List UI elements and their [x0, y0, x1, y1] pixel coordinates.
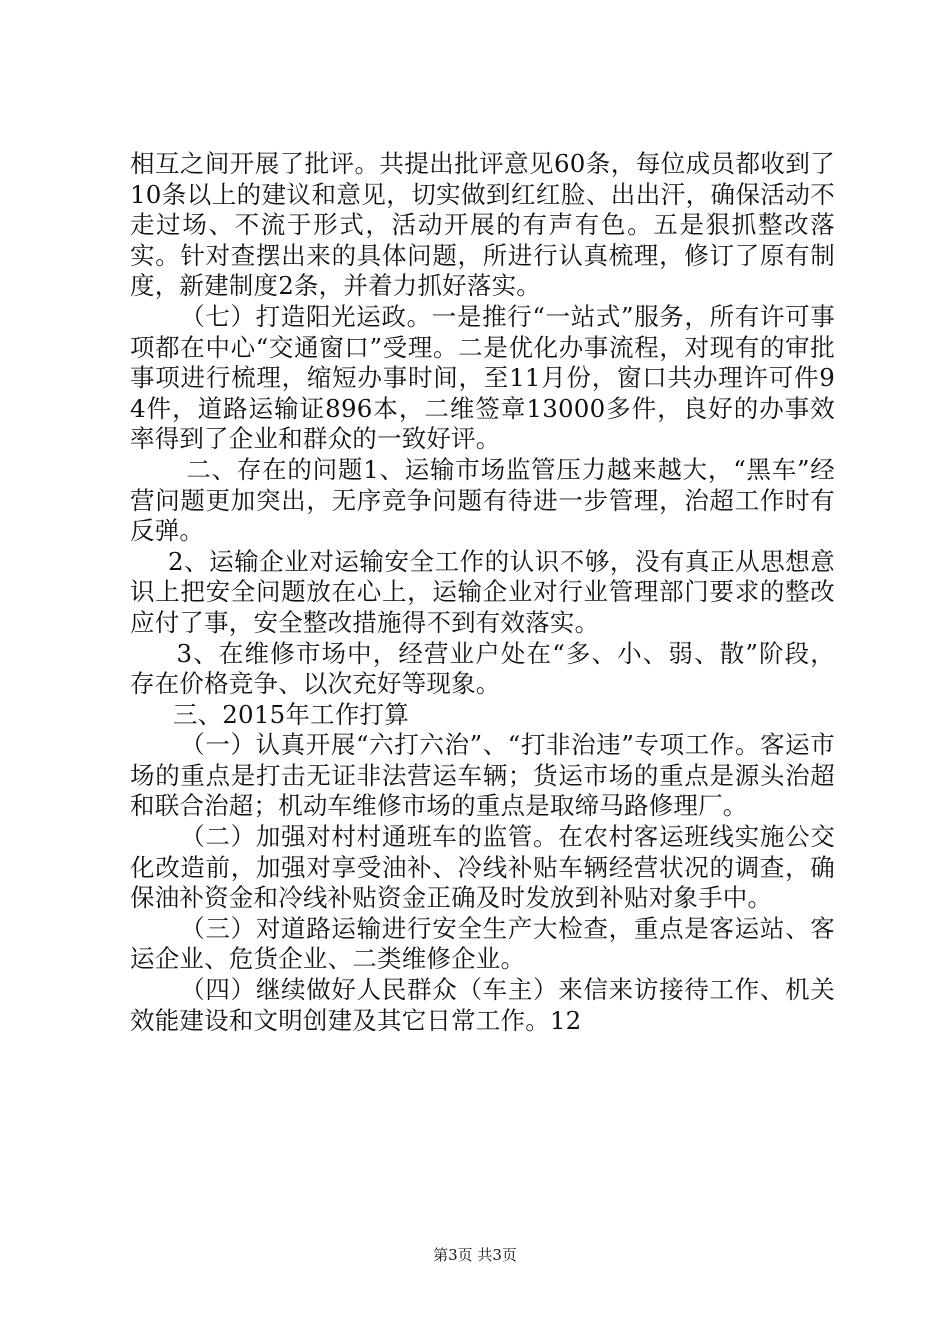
- paragraph: 2、运输企业对运输安全工作的认识不够，没有真正从思想意识上把安全问题放在心上，运输企业对行业管理部门要求的整改应付了事，安全整改措施得不到有效落实。: [130, 546, 835, 637]
- paragraph: （三）对道路运输进行安全生产大检查，重点是客运站、客运企业、危货企业、二类维修企业。: [130, 913, 835, 974]
- paragraph: （七）打造阳光运政。一是推行“一站式”服务，所有许可事项都在中心“交通窗口”受理。二是优化办事流程，对现有的审批事项进行梳理，缩短办事时间，至11月份，窗口共办理许可件94件，道路运输证896本，二维签章13000多件，良好的办事效率得到了企业和群众的一致好评。: [130, 301, 835, 454]
- paragraph: 二、存在的问题1、运输市场监管压力越来越大，“黑车”经营问题更加突出，无序竞争问题有待进一步管理，治超工作时有反弹。: [130, 454, 835, 546]
- paragraph: （一）认真开展“六打六治”、“打非治违”专项工作。客运市场的重点是打击无证非法营运车辆；货运市场的重点是源头治超和联合治超；机动车维修市场的重点是取缔马路修理厂。: [130, 730, 835, 821]
- paragraph: 相互之间开展了批评。共提出批评意见60条，每位成员都收到了10条以上的建议和意见，切实做到红红脸、出出汗，确保活动不走过场、不流于形式，活动开展的有声有色。五是狠抓整改落实。针对查摆出来的具体问题，所进行认真梳理，修订了原有制度，新建制度2条，并着力抓好落实。: [130, 149, 835, 301]
- paragraph: 3、在维修市场中，经营业户处在“多、小、弱、散”阶段，存在价格竞争、以次充好等现象。: [130, 638, 835, 699]
- paragraph: （四）继续做好人民群众（车主）来信来访接待工作、机关效能建设和文明创建及其它日常工作。12: [130, 975, 835, 1035]
- document-body: [130, 149, 835, 1036]
- paragraph: 三、2015年工作打算: [172, 699, 409, 729]
- page-footer: 第3页 共3页: [433, 1246, 517, 1264]
- paragraph: （二）加强对村村通班车的监管。在农村客运班线实施公交化改造前，加强对享受油补、冷线补贴车辆经营状况的调查，确保油补资金和冷线补贴资金正确及时发放到补贴对象手中。: [130, 822, 835, 913]
